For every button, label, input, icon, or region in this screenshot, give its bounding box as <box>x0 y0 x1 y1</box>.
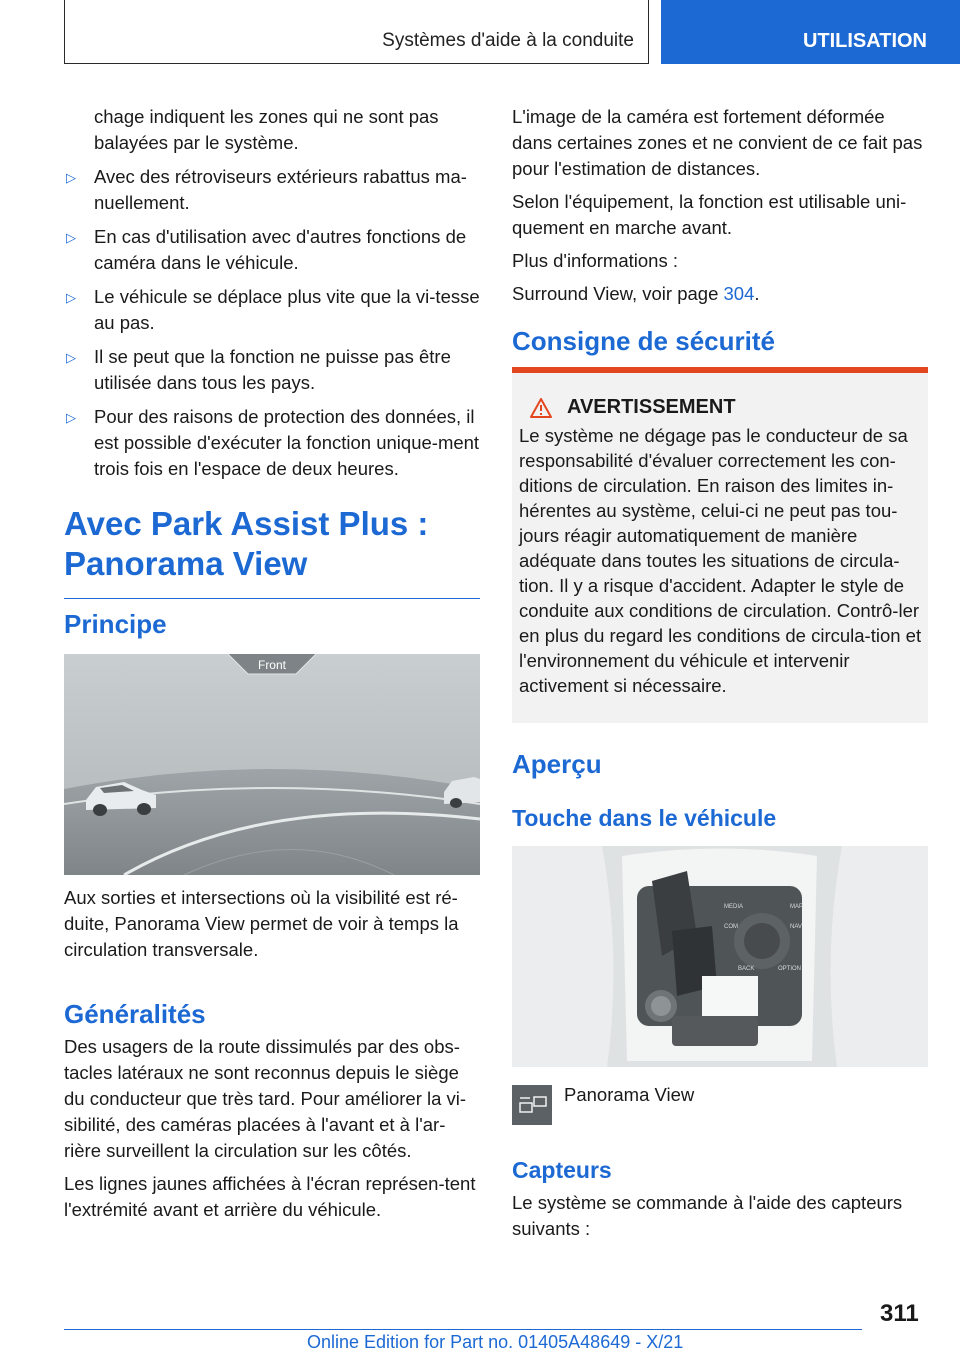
triangle-bullet-icon: ▷ <box>66 230 76 245</box>
panorama-view-button-icon <box>512 1085 552 1125</box>
warning-triangle-icon <box>529 397 553 419</box>
general-section <box>64 1034 482 1230</box>
header-section-box <box>64 0 649 64</box>
page-number: 311 <box>880 1300 919 1327</box>
list-item: ▷ Il se peut que la fonction ne puisse pas être utilisée dans tous les pays. <box>66 346 451 393</box>
cross-reference: Surround View, voir page 304. <box>512 283 760 304</box>
header-section-title: Systèmes d'aide à la conduite <box>382 30 634 51</box>
sensors-heading: Capteurs <box>512 1157 612 1183</box>
chapter-title-block <box>64 504 480 599</box>
button-caption: Panorama View <box>564 1084 695 1105</box>
header-chapter-label: UTILISATION <box>802 30 927 52</box>
list-item: ▷ Avec des rétroviseurs extérieurs rabattus ma-nuellement. <box>66 166 467 213</box>
overview-heading: Aperçu <box>512 749 602 779</box>
triangle-bullet-icon: ▷ <box>66 350 76 365</box>
intro-continuation: chage indiquent les zones qui ne sont pas balayées par le système. <box>94 106 439 153</box>
svg-text:COM: COM <box>724 924 738 930</box>
center-console-image <box>512 846 928 1067</box>
svg-text:MEDIA: MEDIA <box>724 904 744 910</box>
svg-text:OPTION: OPTION <box>778 966 802 972</box>
principle-section <box>64 885 482 970</box>
distortion-paragraph: L'image de la caméra est fortement déformée dans certaines zones et ne convient de ce fait pas pour l'estimation de distances. <box>512 106 923 179</box>
warning-title: AVERTISSEMENT <box>567 396 736 418</box>
principle-heading: Principe <box>64 609 167 639</box>
footer-rule <box>64 1329 862 1330</box>
equipment-paragraph: Selon l'équipement, la fonction est utilisable uni-quement en marche avant. <box>512 191 907 238</box>
general-paragraph-1: Des usagers de la route dissimulés par des obs-tacles latéraux ne sont reconnus depuis le siège du conducteur que très tard. Pour améliorer la vi-sibilité, des caméras placées à l'avant et à l'ar-rière surveillent la circulation sur les côtés. <box>64 1036 467 1161</box>
chapter-title: Avec Park Assist Plus : Panorama View <box>64 505 429 582</box>
list-item: ▷ Le véhicule se déplace plus vite que la vi-tesse au pas. <box>66 286 480 333</box>
button-heading: Touche dans le véhicule <box>512 805 777 831</box>
svg-text:MAP: MAP <box>790 904 804 910</box>
warning-text: Le système ne dégage pas le conducteur de sa responsabilité d'évaluer correctement les con-ditions de circulation. En raison des limites in-hérentes au système, celui-ci ne peut pas tou-jours réagir automatiquement de manière adéquate dans toutes les situations de circula-tion. Il y a risque d'accident. Adapter le style de conduite aux conditions de circulation. Contrô-ler en plus du regard les conditions de circula-tion et l'environnement du véhicule et intervenir activement si nécessaire. <box>519 425 922 696</box>
more-info-paragraph: Plus d'informations : <box>512 250 678 271</box>
sensors-text: Le système se commande à l'aide des capteurs suivants : <box>512 1192 903 1239</box>
camera-front-label: Front <box>257 658 287 672</box>
general-heading: Généralités <box>64 999 206 1029</box>
page-link[interactable]: 304 <box>723 283 755 304</box>
safety-heading: Consigne de sécurité <box>512 326 775 356</box>
list-item: ▷ En cas d'utilisation avec d'autres fonctions de caméra dans le véhicule. <box>66 226 467 273</box>
list-item: ▷ Pour des raisons de protection des données, il est possible d'exécuter la fonction unique-ment trois fois en l'espace de deux heures. <box>66 406 480 479</box>
limitations-list <box>64 164 482 482</box>
chapter-title-rule <box>64 598 480 599</box>
right-column <box>512 104 928 314</box>
svg-text:BACK: BACK <box>738 966 755 972</box>
header-chapter-tab <box>661 0 960 64</box>
general-paragraph-2: Les lignes jaunes affichées à l'écran représen-tent l'extrémité avant et arrière du véhicule. <box>64 1173 476 1220</box>
svg-text:NAV: NAV <box>790 924 802 930</box>
triangle-bullet-icon: ▷ <box>66 170 76 185</box>
panorama-camera-image <box>64 654 480 875</box>
triangle-bullet-icon: ▷ <box>66 290 76 305</box>
warning-box <box>512 367 928 723</box>
triangle-bullet-icon: ▷ <box>66 410 76 425</box>
left-column <box>64 104 482 490</box>
footer-edition: Online Edition for Part no. 01405A48649 - X/21 <box>307 1332 684 1352</box>
principle-text: Aux sorties et intersections où la visibilité est ré-duite, Panorama View permet de voir à temps la circulation transversale. <box>64 887 459 960</box>
warning-title-row <box>529 395 922 420</box>
